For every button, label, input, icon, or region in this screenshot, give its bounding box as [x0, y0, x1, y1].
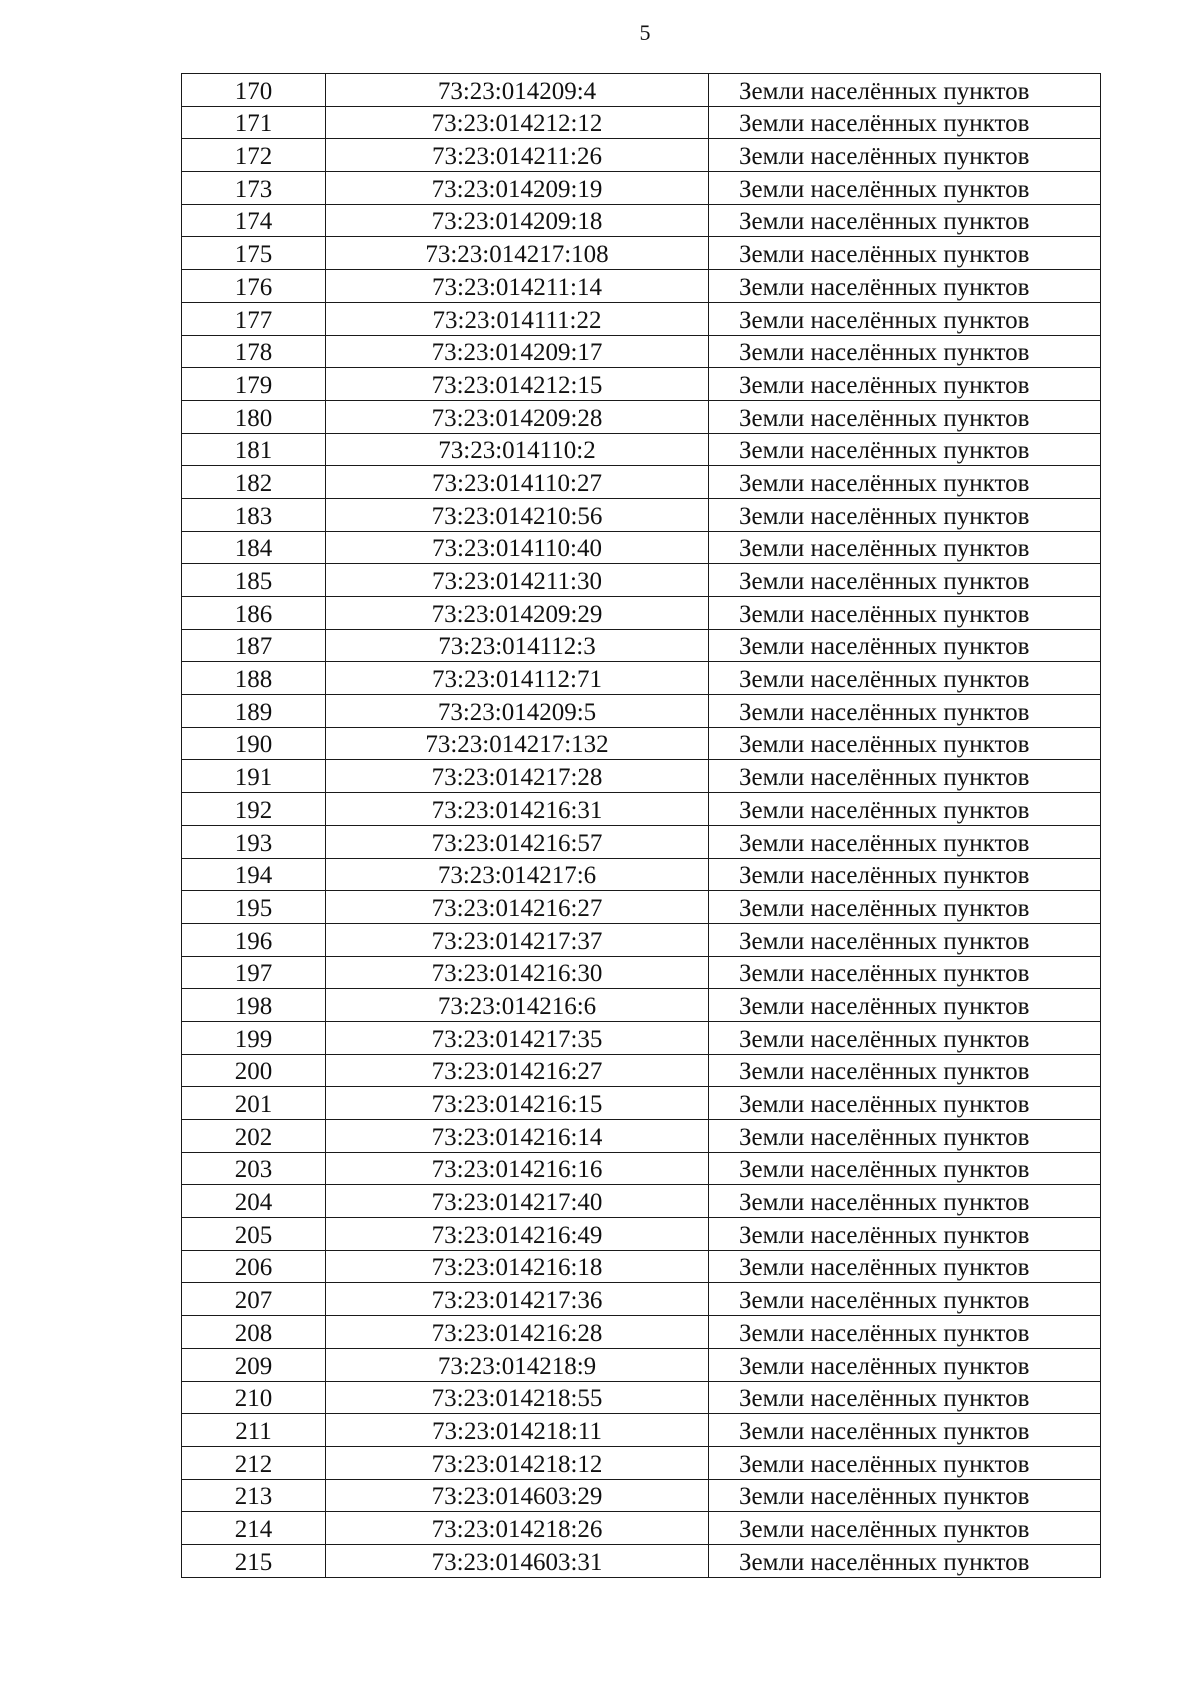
- table-row: [182, 891, 1101, 924]
- land-category-cell: Земли населённых пунктов: [709, 1512, 1101, 1545]
- cadastral-number-cell: 73:23:014217:36: [326, 1283, 709, 1316]
- table-row: [182, 825, 1101, 858]
- cadastral-number-cell: 73:23:014216:27: [326, 1054, 709, 1087]
- land-category-cell: Земли населённых пунктов: [709, 1120, 1101, 1153]
- cadastral-number-cell: 73:23:014603:29: [326, 1479, 709, 1512]
- cadastral-number-cell: 73:23:014216:27: [326, 891, 709, 924]
- row-number-cell: 196: [182, 923, 326, 956]
- land-category-cell: Земли населённых пунктов: [709, 1250, 1101, 1283]
- cadastral-number-cell: 73:23:014211:14: [326, 270, 709, 303]
- table-row: [182, 1054, 1101, 1087]
- table-row: [182, 1021, 1101, 1054]
- cadastral-number-cell: 73:23:014218:55: [326, 1381, 709, 1414]
- land-category-cell: Земли населённых пунктов: [709, 1185, 1101, 1218]
- row-number-cell: 201: [182, 1087, 326, 1120]
- land-category-cell: Земли населённых пунктов: [709, 662, 1101, 695]
- table-row: [182, 923, 1101, 956]
- land-category-cell: Земли населённых пунктов: [709, 106, 1101, 139]
- table-row: [182, 237, 1101, 270]
- row-number-cell: 215: [182, 1544, 326, 1577]
- cadastral-number-cell: 73:23:014212:15: [326, 368, 709, 401]
- cadastral-number-cell: 73:23:014216:49: [326, 1218, 709, 1251]
- row-number-cell: 192: [182, 793, 326, 826]
- row-number-cell: 207: [182, 1283, 326, 1316]
- row-number-cell: 178: [182, 335, 326, 368]
- land-category-cell: Земли населённых пунктов: [709, 302, 1101, 335]
- table-row: [182, 695, 1101, 728]
- table-row: [182, 466, 1101, 499]
- land-category-cell: Земли населённых пунктов: [709, 1152, 1101, 1185]
- cadastral-number-cell: 73:23:014217:35: [326, 1021, 709, 1054]
- row-number-cell: 205: [182, 1218, 326, 1251]
- land-category-cell: Земли населённых пунктов: [709, 1544, 1101, 1577]
- land-category-cell: Земли населённых пунктов: [709, 270, 1101, 303]
- land-category-cell: Земли населённых пунктов: [709, 531, 1101, 564]
- land-category-cell: Земли населённых пунктов: [709, 825, 1101, 858]
- table-row: [182, 433, 1101, 466]
- land-category-cell: Земли населённых пунктов: [709, 368, 1101, 401]
- table-row: [182, 858, 1101, 891]
- land-category-cell: Земли населённых пунктов: [709, 695, 1101, 728]
- row-number-cell: 202: [182, 1120, 326, 1153]
- table-row: [182, 1185, 1101, 1218]
- land-category-cell: Земли населённых пунктов: [709, 1348, 1101, 1381]
- land-category-cell: Земли населённых пунктов: [709, 74, 1101, 107]
- cadastral-number-cell: 73:23:014111:22: [326, 302, 709, 335]
- cadastral-number-cell: 73:23:014211:26: [326, 139, 709, 172]
- row-number-cell: 175: [182, 237, 326, 270]
- table-row: [182, 597, 1101, 630]
- table-row: [182, 1152, 1101, 1185]
- land-category-cell: Земли населённых пунктов: [709, 564, 1101, 597]
- row-number-cell: 206: [182, 1250, 326, 1283]
- land-category-cell: Земли населённых пунктов: [709, 466, 1101, 499]
- table-row: [182, 1544, 1101, 1577]
- row-number-cell: 210: [182, 1381, 326, 1414]
- table-row: [182, 989, 1101, 1022]
- table-row: [182, 1218, 1101, 1251]
- row-number-cell: 186: [182, 597, 326, 630]
- land-category-cell: Земли населённых пунктов: [709, 400, 1101, 433]
- land-category-cell: Земли населённых пунктов: [709, 793, 1101, 826]
- row-number-cell: 188: [182, 662, 326, 695]
- table-row: [182, 270, 1101, 303]
- row-number-cell: 213: [182, 1479, 326, 1512]
- row-number-cell: 193: [182, 825, 326, 858]
- cadastral-number-cell: 73:23:014210:56: [326, 498, 709, 531]
- cadastral-number-cell: 73:23:014110:27: [326, 466, 709, 499]
- table-row: [182, 74, 1101, 107]
- row-number-cell: 212: [182, 1446, 326, 1479]
- land-parcel-table: [181, 73, 1101, 1578]
- land-category-cell: Земли населённых пунктов: [709, 760, 1101, 793]
- row-number-cell: 180: [182, 400, 326, 433]
- land-category-cell: Земли населённых пунктов: [709, 1054, 1101, 1087]
- land-category-cell: Земли населённых пунктов: [709, 335, 1101, 368]
- table-row: [182, 498, 1101, 531]
- land-category-cell: Земли населённых пунктов: [709, 1381, 1101, 1414]
- cadastral-number-cell: 73:23:014216:16: [326, 1152, 709, 1185]
- table-row: [182, 531, 1101, 564]
- row-number-cell: 208: [182, 1316, 326, 1349]
- cadastral-number-cell: 73:23:014217:108: [326, 237, 709, 270]
- cadastral-number-cell: 73:23:014216:18: [326, 1250, 709, 1283]
- table-body: [182, 74, 1101, 1578]
- cadastral-number-cell: 73:23:014218:26: [326, 1512, 709, 1545]
- row-number-cell: 179: [182, 368, 326, 401]
- table-row: [182, 629, 1101, 662]
- cadastral-number-cell: 73:23:014112:71: [326, 662, 709, 695]
- land-category-cell: Земли населённых пунктов: [709, 629, 1101, 662]
- land-category-cell: Земли населённых пунктов: [709, 1316, 1101, 1349]
- cadastral-number-cell: 73:23:014211:30: [326, 564, 709, 597]
- land-category-cell: Земли населённых пунктов: [709, 1218, 1101, 1251]
- row-number-cell: 189: [182, 695, 326, 728]
- cadastral-number-cell: 73:23:014212:12: [326, 106, 709, 139]
- land-category-cell: Земли населённых пунктов: [709, 237, 1101, 270]
- table-row: [182, 727, 1101, 760]
- cadastral-number-cell: 73:23:014218:9: [326, 1348, 709, 1381]
- row-number-cell: 176: [182, 270, 326, 303]
- land-category-cell: Земли населённых пунктов: [709, 433, 1101, 466]
- cadastral-number-cell: 73:23:014209:19: [326, 172, 709, 205]
- land-category-cell: Земли населённых пунктов: [709, 139, 1101, 172]
- table-row: [182, 760, 1101, 793]
- table-row: [182, 1446, 1101, 1479]
- cadastral-number-cell: 73:23:014209:5: [326, 695, 709, 728]
- row-number-cell: 200: [182, 1054, 326, 1087]
- land-category-cell: Земли населённых пунктов: [709, 498, 1101, 531]
- cadastral-number-cell: 73:23:014216:28: [326, 1316, 709, 1349]
- land-category-cell: Земли населённых пунктов: [709, 204, 1101, 237]
- row-number-cell: 209: [182, 1348, 326, 1381]
- land-category-cell: Земли населённых пунктов: [709, 1446, 1101, 1479]
- cadastral-number-cell: 73:23:014217:28: [326, 760, 709, 793]
- row-number-cell: 173: [182, 172, 326, 205]
- page-number: 5: [639, 20, 651, 45]
- row-number-cell: 170: [182, 74, 326, 107]
- row-number-cell: 211: [182, 1414, 326, 1447]
- row-number-cell: 199: [182, 1021, 326, 1054]
- table-row: [182, 1316, 1101, 1349]
- table-row: [182, 662, 1101, 695]
- row-number-cell: 177: [182, 302, 326, 335]
- land-category-cell: Земли населённых пунктов: [709, 923, 1101, 956]
- cadastral-number-cell: 73:23:014217:6: [326, 858, 709, 891]
- row-number-cell: 204: [182, 1185, 326, 1218]
- row-number-cell: 171: [182, 106, 326, 139]
- cadastral-number-cell: 73:23:014216:31: [326, 793, 709, 826]
- land-category-cell: Земли населённых пунктов: [709, 891, 1101, 924]
- table-row: [182, 139, 1101, 172]
- cadastral-number-cell: 73:23:014217:37: [326, 923, 709, 956]
- cadastral-number-cell: 73:23:014209:29: [326, 597, 709, 630]
- cadastral-number-cell: 73:23:014209:4: [326, 74, 709, 107]
- cadastral-number-cell: 73:23:014216:6: [326, 989, 709, 1022]
- table-row: [182, 400, 1101, 433]
- row-number-cell: 198: [182, 989, 326, 1022]
- table-row: [182, 1479, 1101, 1512]
- land-category-cell: Земли населённых пунктов: [709, 1479, 1101, 1512]
- land-category-cell: Земли населённых пунктов: [709, 956, 1101, 989]
- row-number-cell: 174: [182, 204, 326, 237]
- row-number-cell: 182: [182, 466, 326, 499]
- cadastral-number-cell: 73:23:014209:28: [326, 400, 709, 433]
- row-number-cell: 197: [182, 956, 326, 989]
- table-row: [182, 335, 1101, 368]
- cadastral-number-cell: 73:23:014209:17: [326, 335, 709, 368]
- cadastral-number-cell: 73:23:014216:57: [326, 825, 709, 858]
- table-row: [182, 1283, 1101, 1316]
- cadastral-number-cell: 73:23:014603:31: [326, 1544, 709, 1577]
- row-number-cell: 185: [182, 564, 326, 597]
- cadastral-number-cell: 73:23:014216:30: [326, 956, 709, 989]
- table-row: [182, 204, 1101, 237]
- table-row: [182, 793, 1101, 826]
- row-number-cell: 183: [182, 498, 326, 531]
- cadastral-number-cell: 73:23:014217:40: [326, 1185, 709, 1218]
- land-category-cell: Земли населённых пунктов: [709, 1414, 1101, 1447]
- cadastral-number-cell: 73:23:014218:11: [326, 1414, 709, 1447]
- row-number-cell: 195: [182, 891, 326, 924]
- table-row: [182, 1381, 1101, 1414]
- land-category-cell: Земли населённых пунктов: [709, 597, 1101, 630]
- row-number-cell: 172: [182, 139, 326, 172]
- cadastral-number-cell: 73:23:014110:40: [326, 531, 709, 564]
- row-number-cell: 184: [182, 531, 326, 564]
- cadastral-number-cell: 73:23:014216:15: [326, 1087, 709, 1120]
- land-category-cell: Земли населённых пунктов: [709, 858, 1101, 891]
- table-row: [182, 956, 1101, 989]
- cadastral-number-cell: 73:23:014216:14: [326, 1120, 709, 1153]
- row-number-cell: 190: [182, 727, 326, 760]
- cadastral-number-cell: 73:23:014110:2: [326, 433, 709, 466]
- table-row: [182, 106, 1101, 139]
- table-row: [182, 564, 1101, 597]
- land-category-cell: Земли населённых пунктов: [709, 1283, 1101, 1316]
- table-row: [182, 1250, 1101, 1283]
- table-row: [182, 302, 1101, 335]
- cadastral-number-cell: 73:23:014112:3: [326, 629, 709, 662]
- row-number-cell: 194: [182, 858, 326, 891]
- table-row: [182, 1120, 1101, 1153]
- row-number-cell: 181: [182, 433, 326, 466]
- table-row: [182, 1348, 1101, 1381]
- row-number-cell: 187: [182, 629, 326, 662]
- table-row: [182, 1087, 1101, 1120]
- land-category-cell: Земли населённых пунктов: [709, 727, 1101, 760]
- land-category-cell: Земли населённых пунктов: [709, 172, 1101, 205]
- row-number-cell: 214: [182, 1512, 326, 1545]
- land-category-cell: Земли населённых пунктов: [709, 1021, 1101, 1054]
- land-category-cell: Земли населённых пунктов: [709, 1087, 1101, 1120]
- cadastral-number-cell: 73:23:014209:18: [326, 204, 709, 237]
- row-number-cell: 203: [182, 1152, 326, 1185]
- table-row: [182, 172, 1101, 205]
- row-number-cell: 191: [182, 760, 326, 793]
- table-row: [182, 1512, 1101, 1545]
- cadastral-number-cell: 73:23:014217:132: [326, 727, 709, 760]
- table-row: [182, 368, 1101, 401]
- land-category-cell: Земли населённых пунктов: [709, 989, 1101, 1022]
- table-row: [182, 1414, 1101, 1447]
- cadastral-number-cell: 73:23:014218:12: [326, 1446, 709, 1479]
